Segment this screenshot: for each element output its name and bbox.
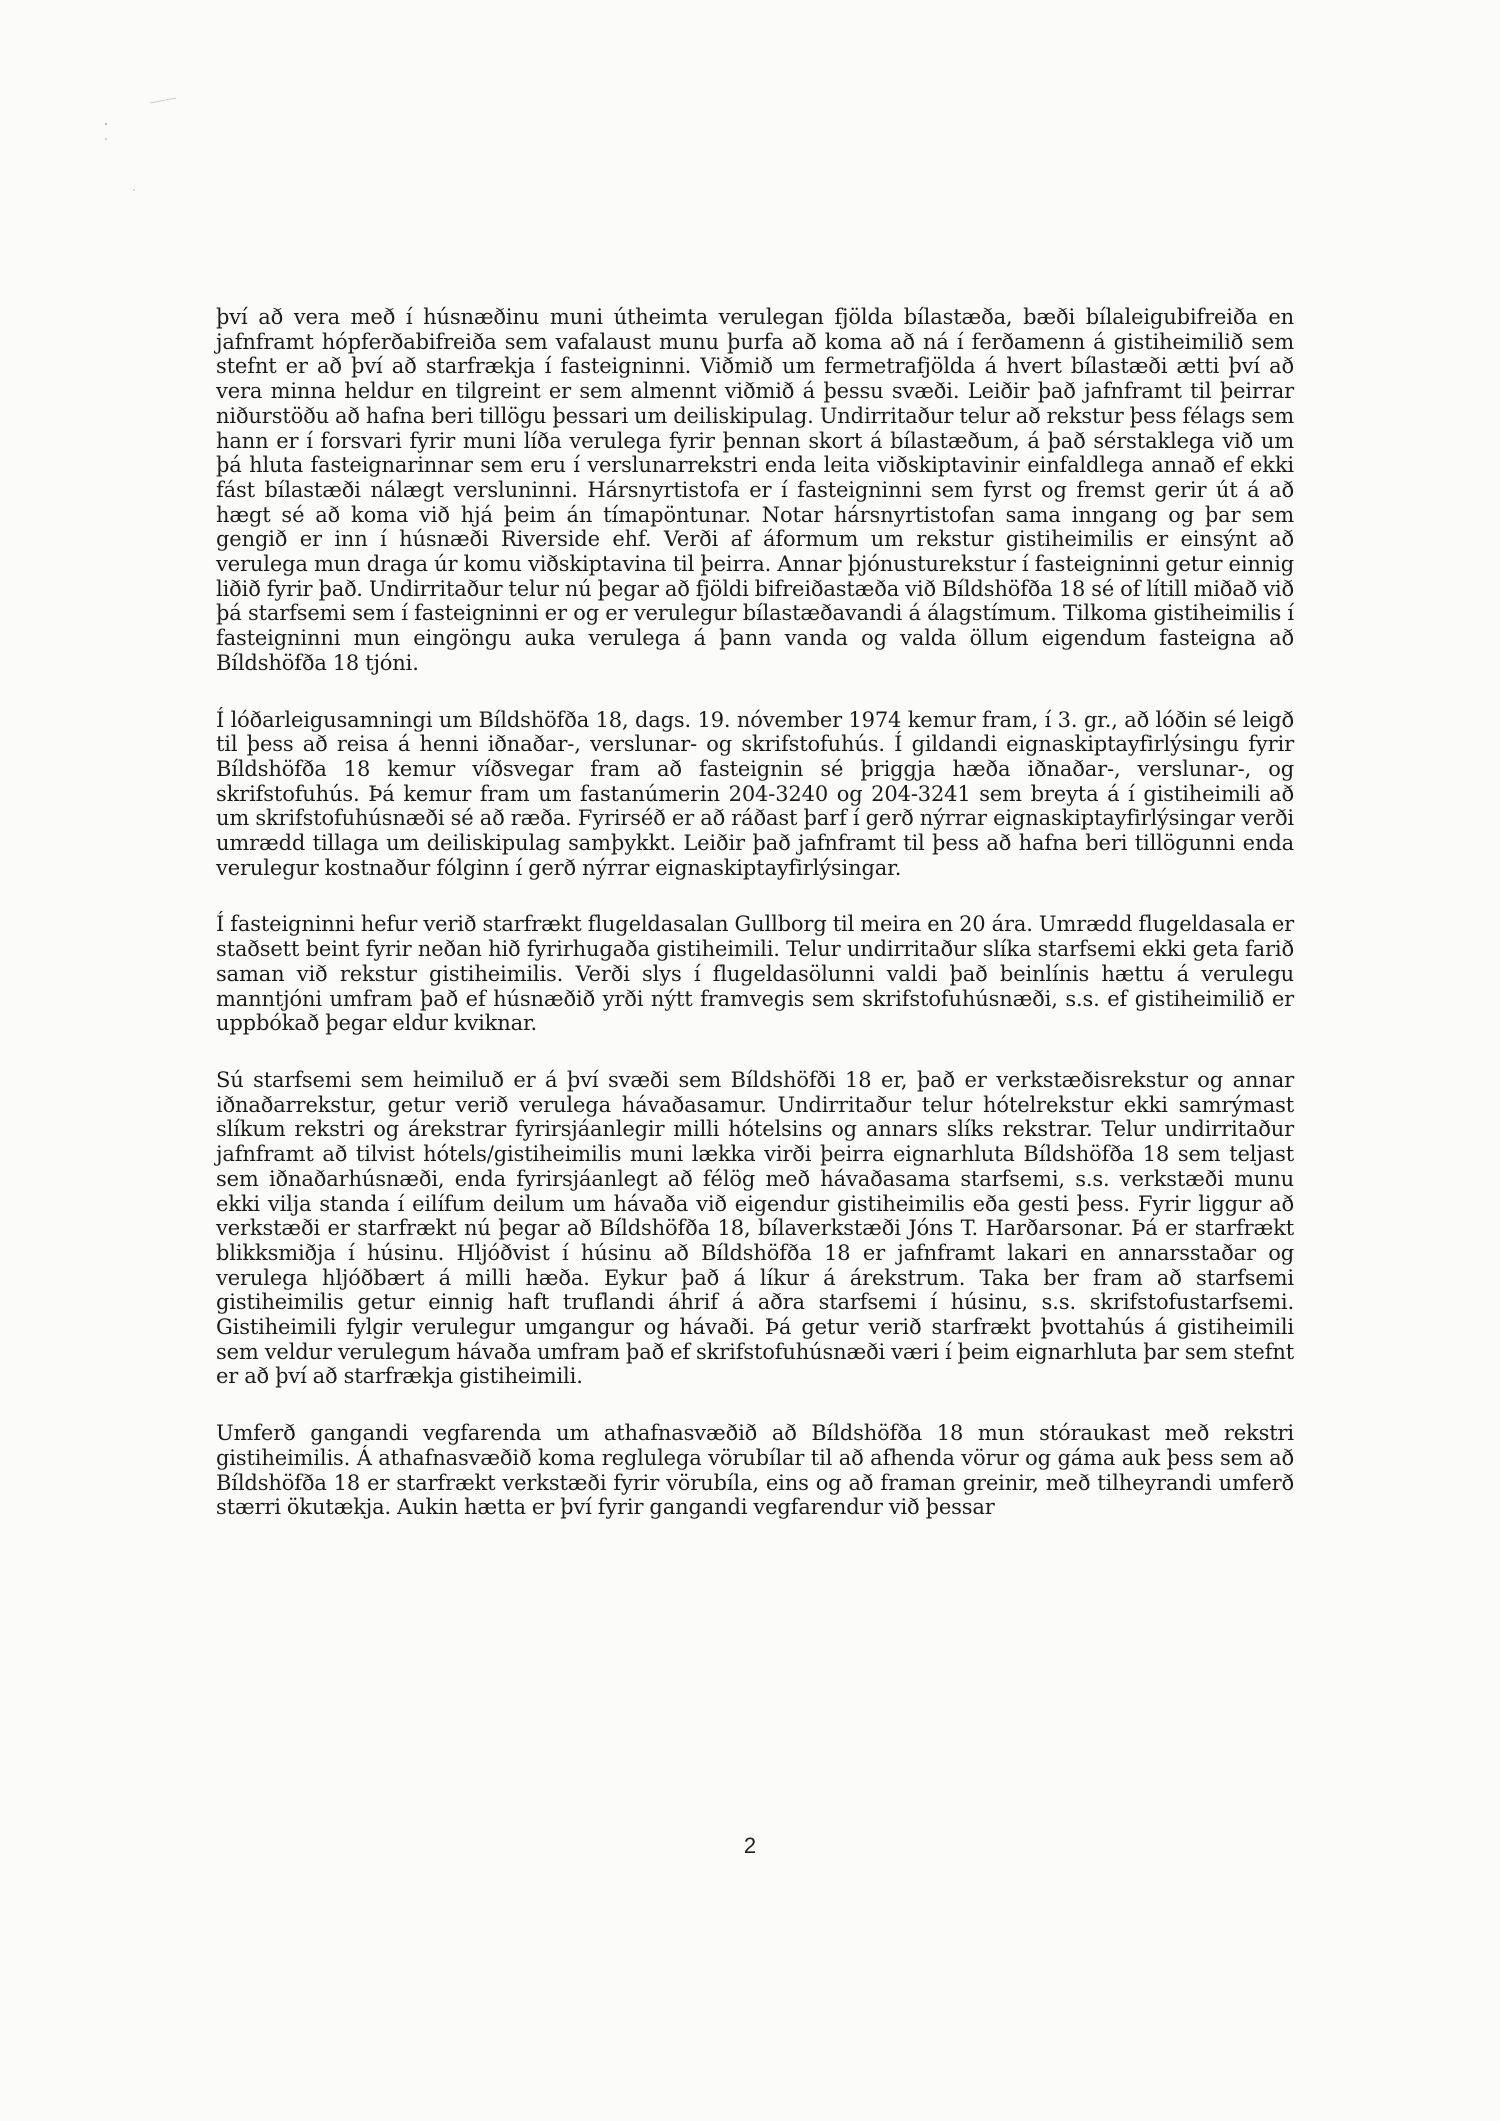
paragraph-land-lease: Í lóðarleigusamningi um Bíldshöfða 18, dags. 19. nóvember 1974 kemur fram, í 3. gr., að lóðin sé leigð til þess að reisa á henni iðnaðar-, verslunar- og skrifstofuhús. Í gildandi eignaskiptayfirlýsingu fyrir Bíldshöfða 18 kemur víðsvegar fram að fasteignin sé þriggja hæða iðnaðar-, verslunar-, og skrifstofuhús. Þá kemur fram um fastanúmerin 204-3240 og 204-3241 sem breyta á í gistiheimili að um skrifstofuhúsnæði sé að ræða. Fyrirséð er að ráðast þarf í gerð nýrrar eignaskiptayfirlýsingar verði umrædd tillaga um deiliskipulag samþykkt. Leiðir það jafnframt til þess að hafna beri tillögunni enda verulegur kostnaður fólginn í gerð nýrrar eignaskiptayfirlýsingar. — [216, 707, 1294, 880]
paragraph-fireworks: Í fasteigninni hefur verið starfrækt flugeldasalan Gullborg til meira en 20 ára. Umrædd flugeldasala er staðsett beint fyrir neðan hið fyrirhugaða gistiheimili. Telur undirritaður slíka starfsemi ekki geta farið saman við rekstur gistiheimilis. Verði slys í flugeldasölunni valdi það beinlínis hættu á verulegu manntjóni umfram það ef húsnæðið yrði nýtt framvegis sem skrifstofuhúsnæði, s.s. ef gistiheimilið er uppbókað þegar eldur kviknar. — [216, 912, 1294, 1036]
scan-specks-decoration — [0, 0, 200, 220]
page-number: 2 — [743, 1833, 757, 1858]
document-body — [216, 305, 1294, 1520]
paragraph-noise: Sú starfsemi sem heimiluð er á því svæði sem Bíldshöfði 18 er, það er verkstæðisrekstur og annar iðnaðarrekstur, getur verið verulega hávaðasamur. Undirritaður telur hótelrekstur ekki samrýmast slíkum rekstri og árekstrar fyrirsjáanlegir milli hótelsins og annars slíks rekstrar. Telur undirritaður jafnframt að tilvist hótels/gistiheimilis muni lækka virði þeirra eignarhluta Bíldshöfða 18 sem teljast sem iðnaðarhúsnæði, enda fyrirsjáanlegt að félög með hávaðasama starfsemi, s.s. verkstæði munu ekki vilja standa í eilífum deilum um hávaða við eigendur gistiheimilis eða gesti þess. Fyrir liggur að verkstæði er starfrækt nú þegar að Bíldshöfða 18, bílaverkstæði Jóns T. Harðarsonar. Þá er starfrækt blikksmiðja í húsinu. Hljóðvist í húsinu að Bíldshöfða 18 er jafnframt lakari en annarsstaðar og verulega hljóðbært á milli hæða. Eykur það á líkur á árekstrum. Taka ber fram að starfsemi gistiheimilis getur einnig haft truflandi áhrif á aðra starfsemi í húsinu, s.s. skrifstofustarfsemi. Gistiheimili fylgir verulegur umgangur og hávaði. Þá getur verið starfrækt þvottahús á gistiheimili sem veldur verulegum hávaða umfram það ef skrifstofuhúsnæði væri í þeim eignarhluta þar sem stefnt er að því að starfrækja gistiheimili. — [216, 1067, 1294, 1389]
paragraph-pedestrian-traffic: Umferð gangandi vegfarenda um athafnasvæðið að Bíldshöfða 18 mun stóraukast með rekstri gistiheimilis. Á athafnasvæðið koma reglulega vörubílar til að afhenda vörur og gáma auk þess sem að Bíldshöfða 18 er starfrækt verkstæði fyrir vörubíla, eins og að framan greinir, með tilheyrandi umferð stærri ökutækja. Aukin hætta er því fyrir gangandi vegfarendur við þessar — [216, 1421, 1294, 1520]
paragraph-parking: því að vera með í húsnæðinu muni útheimta verulegan fjölda bílastæða, bæði bílaleigubifreiða en jafnframt hópferðabifreiða sem vafalaust munu þurfa að koma að ná í ferðamenn á gistiheimilið sem stefnt er að því að starfrækja í fasteigninni. Viðmið um fermetrafjölda á hvert bílastæði ætti því að vera minna heldur en tilgreint er sem almennt viðmið á þessu svæði. Leiðir það jafnframt til þeirrar niðurstöðu að hafna beri tillögu þessari um deiliskipulag. Undirritaður telur að rekstur þess félags sem hann er í forsvari fyrir muni líða verulega fyrir þennan skort á bílastæðum, á það sérstaklega við um þá hluta fasteignarinnar sem eru í verslunarrekstri enda leita viðskiptavinir einfaldlega annað ef ekki fást bílastæði nálægt versluninni. Hársnyrtistofa er í fasteigninni sem fyrst og fremst gerir út á að hægt sé að koma við hjá þeim án tímapöntunar. Notar hársnyrtistofan sama inngang og þar sem gengið er inn í húsnæði Riverside ehf. Verði af áformum um rekstur gistiheimilis er einsýnt að verulega mun draga úr komu viðskiptavina til þeirra. Annar þjónusturekstur í fasteigninni getur einnig liðið fyrir það. Undirritaður telur nú þegar að fjöldi bifreiðastæða við Bíldshöfða 18 sé of lítill miðað við þá starfsemi sem í fasteigninni er og er verulegur bílastæðavandi á álagstímum. Tilkoma gistiheimilis í fasteigninni mun eingöngu auka verulega á þann vanda og valda öllum eigendum fasteigna að Bíldshöfða 18 tjóni. — [216, 305, 1294, 675]
